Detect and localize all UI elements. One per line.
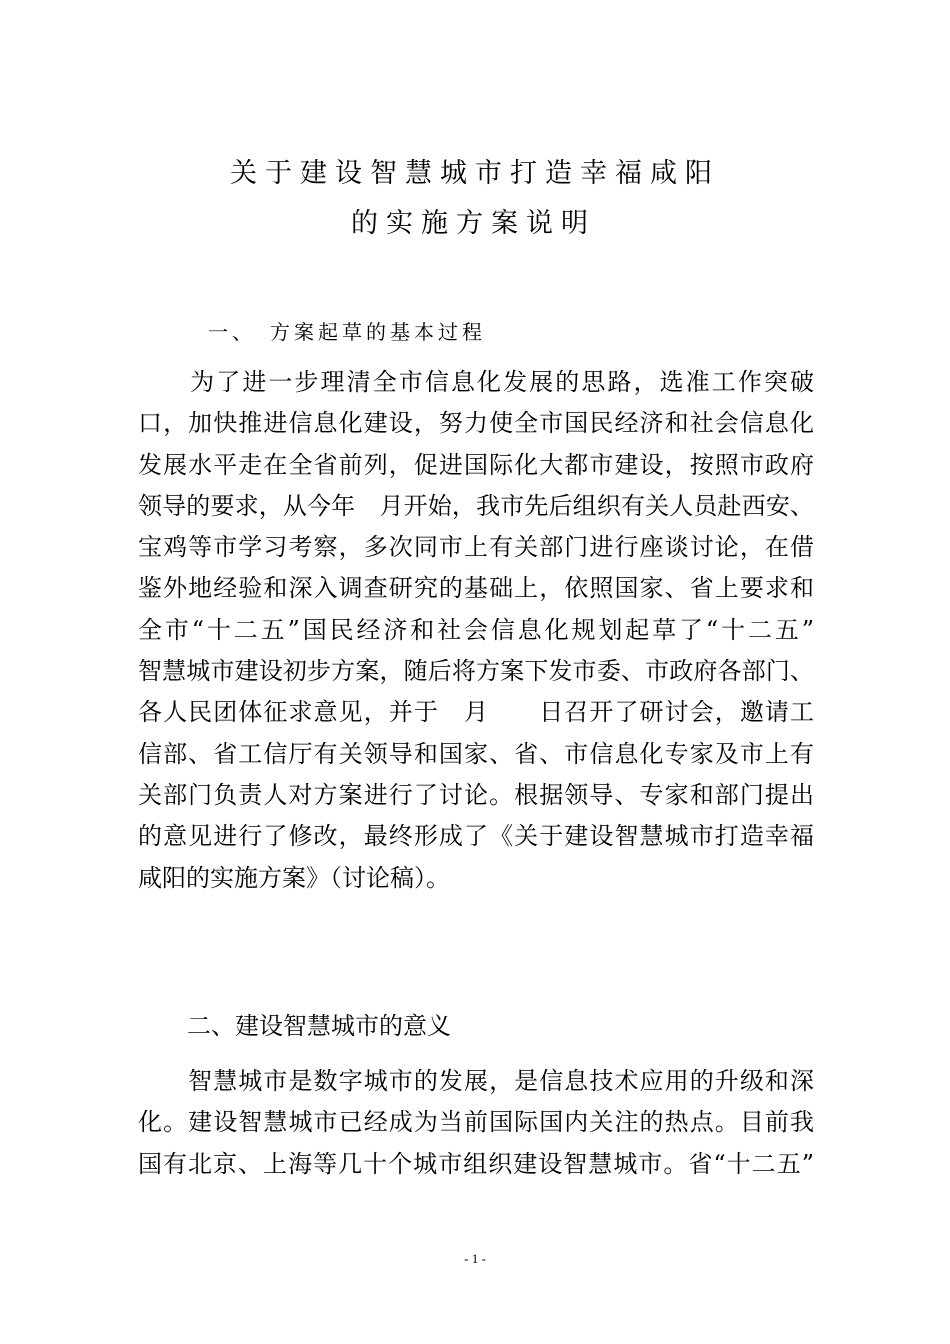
document-title-line-1: 关于建设智慧城市打造幸福咸阳: [230, 158, 720, 189]
paragraph-line: 口，加快推进信息化建设，努力使全市国民经济和社会信息化: [138, 409, 814, 438]
paragraph-line: 为了进一步理清全市信息化发展的思路，选准工作突破: [138, 368, 814, 396]
paragraph-line: 领导的要求，从今年 月开始，我市先后组织有关人员赴西安、: [138, 491, 814, 520]
paragraph-line: 全市“十二五”国民经济和社会信息化规划起草了“十二五”: [138, 615, 814, 644]
document-title-line-2: 的实施方案说明: [351, 208, 596, 239]
paragraph-line: 发展水平走在全省前列，促进国际化大都市建设，按照市政府: [138, 450, 814, 479]
paragraph-2: [138, 1061, 814, 1185]
paragraph-line: 关部门负责人对方案进行了讨论。根据领导、专家和部门提出: [138, 780, 814, 809]
paragraph-line: 各人民团体征求意见，并于 月 日召开了研讨会，邀请工: [138, 698, 814, 727]
paragraph-line: 化。建设智慧城市已经成为当前国际国内关注的热点。目前我: [138, 1108, 814, 1137]
page-number: - 1 -: [464, 1251, 486, 1266]
paragraph-line: 宝鸡等市学习考察，多次同市上有关部门进行座谈讨论，在借: [138, 533, 814, 562]
paragraph-line: 信部、省工信厅有关领导和国家、省、市信息化专家及市上有: [138, 739, 814, 768]
paragraph-line: 智慧城市建设初步方案，随后将方案下发市委、市政府各部门、: [138, 657, 814, 686]
section-1-heading: [208, 318, 486, 346]
paragraph-line: 咸阳的实施方案》（讨论稿）。: [138, 863, 450, 892]
section-2-heading: 二、建设智慧城市的意义: [187, 1012, 451, 1040]
paragraph-1: [138, 362, 814, 899]
paragraph-line: 智慧城市是数字城市的发展，是信息技术应用的升级和深: [138, 1067, 814, 1095]
section-1-heading-text: 方案起草的基本过程: [270, 320, 486, 344]
paragraph-line: 的意见进行了修改，最终形成了《关于建设智慧城市打造幸福: [138, 822, 814, 851]
paragraph-line: 鉴外地经验和深入调查研究的基础上，依照国家、省上要求和: [138, 574, 814, 603]
paragraph-line: 国有北京、上海等几十个城市组织建设智慧城市。省“十二五”: [138, 1149, 814, 1178]
section-1-number: 一、: [208, 320, 256, 344]
